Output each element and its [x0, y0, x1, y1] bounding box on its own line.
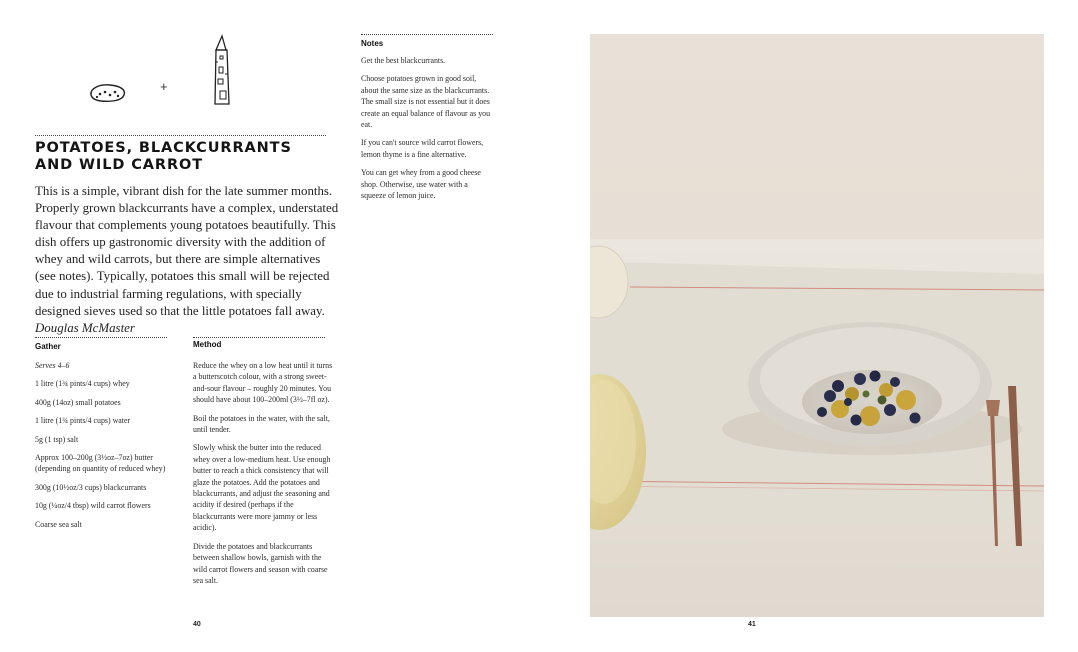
ingredient-item: 400g (14oz) small potatoes	[35, 397, 121, 407]
note-item: If you can't source wild carrot flowers, lemon thyme is a fine alternative.	[361, 138, 484, 159]
gather-list	[35, 360, 170, 537]
plus-sign: +	[160, 79, 168, 94]
ingredient-item: Approx 100–200g (3½oz–7oz) butter (depending on quantity of reduced whey)	[35, 453, 166, 474]
method-step: Slowly whisk the butter into the reduced whey over a low-medium heat. Use enough butter to reach a thick consistency that will glaze the potatoes. Add the potatoes and blackcurrants, and adjust the seasoning and acidity if desired (perhaps if the blackcurrants were more jammy or less acidic).	[193, 443, 331, 533]
intro-paragraph	[35, 183, 340, 337]
page-number-right: 41	[748, 621, 756, 628]
ingredient-item: 1 litre (1¾ pints/4 cups) whey	[35, 379, 130, 389]
ingredient-item: 1 litre (1¾ pints/4 cups) water	[35, 416, 131, 426]
ingredient-item: 10g (¼oz/4 tbsp) wild carrot flowers	[35, 501, 151, 511]
recipe-title-line-2: AND WILD CARROT	[35, 157, 204, 173]
potato-sketch-icon	[88, 80, 128, 109]
note-item: Get the best blackcurrants.	[361, 56, 446, 65]
notes-heading: Notes	[361, 39, 384, 48]
note-item: Choose potatoes grown in good soil, about the same size as the blackcurrants. The small size is not essential but it does create an equal balance of flavour as you eat.	[361, 74, 491, 130]
method-divider	[193, 337, 325, 338]
recipe-title-line-1: POTATOES, BLACKCURRANTS	[35, 140, 292, 156]
carrot-sketch-icon	[207, 34, 237, 113]
intro-author: Douglas McMaster	[35, 320, 135, 335]
page-number-left: 40	[193, 621, 201, 628]
ingredient-item: 5g (1 tsp) salt	[35, 434, 79, 444]
ingredient-item: Coarse sea salt	[35, 519, 82, 529]
title-divider	[35, 135, 326, 136]
intro-text: This is a simple, vibrant dish for the late summer months. Properly grown blackcurrants have a complex, understated flavour that complements young potatoes beautifully. This dish offers up gastronomic diversity with the addition of whey and wild carrots, but there are simple alternatives (see notes). Typically, potatoes this small will be rejected due to industrial farming regulations, with specially designed sieves used so that the little potatoes fall away.	[35, 184, 339, 318]
notes-list	[361, 55, 494, 208]
gather-divider	[35, 337, 167, 338]
method-step: Divide the potatoes and blackcurrants between shallow bowls, garnish with the wild carrot flowers and season with coarse sea salt.	[193, 541, 328, 585]
note-item: You can get whey from a good cheese shop. Otherwise, use water with a squeeze of lemon juice.	[361, 168, 481, 201]
notes-divider	[361, 34, 493, 35]
method-heading: Method	[193, 340, 222, 349]
method-steps	[193, 360, 333, 593]
method-step: Boil the potatoes in the water, with the salt, until tender.	[193, 413, 330, 435]
gather-heading: Gather	[35, 342, 61, 351]
method-step: Reduce the whey on a low heat until it turns a butterscotch colour, with a strong sweet-and-sour flavour – roughly 20 minutes. You should have about 100–200ml (3½–7fl oz).	[193, 361, 333, 405]
ingredient-item: 300g (10½oz/3 cups) blackcurrants	[35, 482, 147, 492]
dish-photo	[590, 34, 1044, 617]
serves-text: Serves 4–6	[35, 361, 70, 370]
recipe-title	[35, 140, 335, 174]
